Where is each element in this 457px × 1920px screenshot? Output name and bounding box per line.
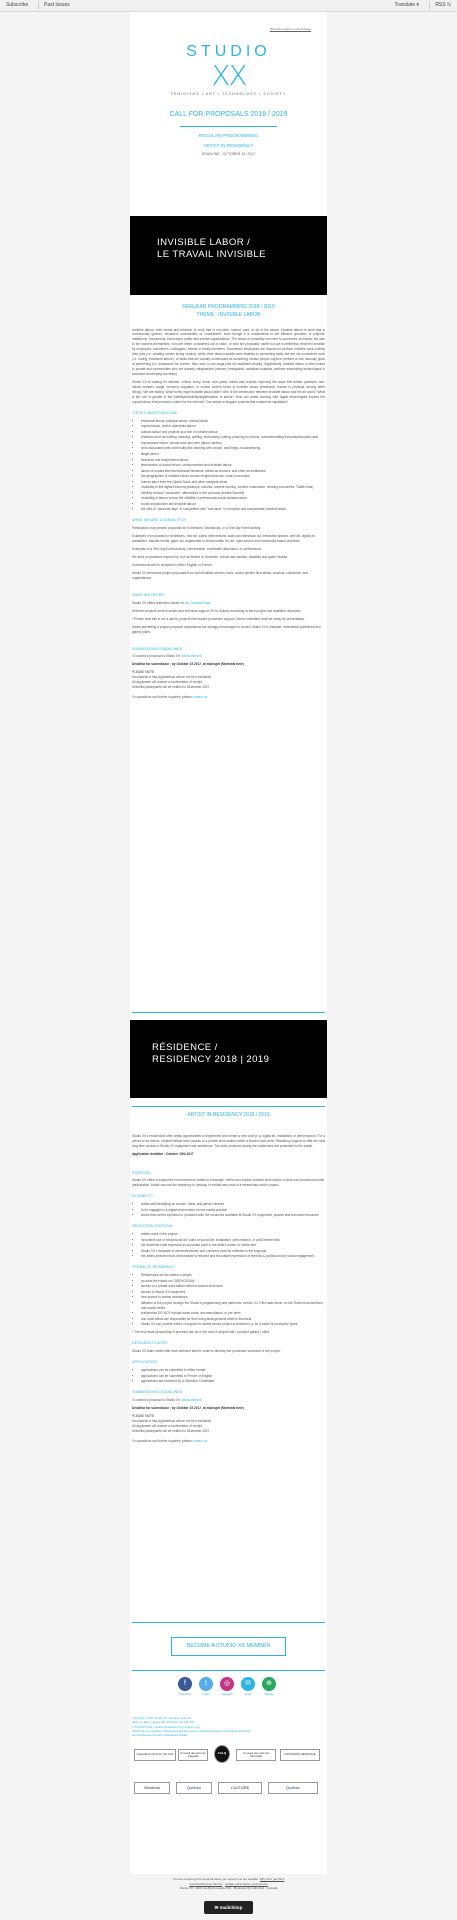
terms-heading: TERMS OF RESIDENCY: [132, 1265, 175, 1270]
note-3: Selected participants will be notified in December 2017: [132, 1428, 210, 1433]
membership-line-2: and the Réseau des arts médiatiques (RAM): [132, 1733, 188, 1738]
list-item: • social reproduction and invisible labour: [141, 502, 325, 507]
offer-note: * Please note this is not a call for projects that require production support. Works submitted must be ready for presentation.: [132, 616, 306, 621]
quebec-logo-2: Québec: [268, 1782, 318, 1794]
banner-line-2: LE TRAVAIL INVISIBLE: [157, 248, 266, 260]
please-note: PLEASE NOTE: [132, 1413, 155, 1418]
list-item: • an artist fee based on CARFAC/RAAV: [141, 1279, 325, 1284]
list-item: • infinitely serious "expansive" alternatives in the art world (female Bunnell): [141, 491, 325, 496]
submit-link[interactable]: follow this link: [181, 1398, 202, 1403]
note-2: All applicants will receive a confirmation of receipt: [132, 1423, 203, 1428]
terms-note: * The end result (depending of process) can be in the form of project talk / a project gallery / office: [132, 1330, 270, 1335]
contact-line: [132, 1439, 325, 1444]
list-item: • labour of unpaid intern/scholars/art fieldwork, artists as workers, and other art institutions: [141, 469, 325, 474]
regular-looking-paragraph: Studio XX is looking for intimate, critical, funny, ironic, and poetic media arts projects exploring the ways that artistic practices, self-valued workers usage, women's migration, or certain current forms of invisible labour (emotional, mental or physical, among other things). We are asking: What forms might invisible labour take? Who is the intersection between invisible labour and the art world? What is the role of gender in the visibility/invisibility/legitimization of labour? How can artists working with digital technologies explore the unpaid labour that provides content for the internet? Can artists re-imagine projects that undermine capitalism?: [132, 380, 325, 404]
list-item: • the idea of "personal days" in competition with "real labor" in computer and compensate invisible labour: [141, 507, 325, 512]
residency-dates-heading: RESIDENCY DATES: [132, 1341, 168, 1346]
list-item: • practices such as knitting, weaving, quilting, embroidery, cutting, planning for events, commemorating everyday/domestic acts: [141, 435, 325, 440]
montreal-logo: Montréal: [134, 1782, 170, 1794]
address-block: [130, 1716, 327, 1738]
looking-heading: WHAT WE ARE LOOKING FOR: [132, 518, 187, 523]
contact-text: For questions and further inquiries, please: [132, 695, 192, 700]
list-item: • emotional labour, physical labour, mental labour: [141, 419, 325, 424]
social-label[interactable]: Email: [244, 1693, 252, 1696]
list-item: • human-labor from the Global South and other marginal areas: [141, 480, 325, 485]
residency-intro: Studio XX's residencies offer artists opportunities to experiment and create a new work (e.g. digital art, installation or performance). For a period of six weeks, resident artists have access to a private work station within a shared work area. Residency support is offer the next long time access to Studio XX equipment and workshops. The work produced during the residencies are presented to the public.: [132, 1133, 325, 1148]
contract-page-link[interactable]: our Contract Page: [184, 600, 211, 605]
culture-logo: CULTURE: [218, 1782, 262, 1794]
list-item: • invisibility in the digital economy (fanboys, cultures, content farming, content moderation, vending economies, Twitter bots): [141, 485, 325, 490]
social-label[interactable]: Twitter: [202, 1693, 210, 1696]
view-in-browser-link[interactable]: View this email in your browser: [269, 27, 311, 31]
facebook-icon[interactable]: f: [178, 1677, 192, 1691]
divider: [132, 1012, 325, 1013]
list-item: • Studio XX's mandate of women/feminism and concerns must be reflected in the proposal: [141, 1249, 325, 1254]
social-label[interactable]: Website: [264, 1693, 274, 1696]
regular-programming-section: [130, 304, 327, 700]
website-icon[interactable]: ⊕: [262, 1677, 276, 1691]
list-item: • innovative use of media tools art, video or sound art, installation, performance, or post-internet arts: [141, 1238, 325, 1243]
list-item: • the geographies of invisible labour across neighbourhoods, urban economies: [141, 474, 325, 479]
submission-deadline: Deadline for submission : by October 15 2017, at midnight (Montreal time): [132, 662, 244, 667]
terms-list: [132, 1273, 325, 1327]
translate-dropdown[interactable]: Translate ▾: [394, 2, 419, 8]
email-icon[interactable]: ✉: [241, 1677, 255, 1691]
list-item: • reproductive labour, sexual work and care (labour tactics): [141, 441, 325, 446]
address-line: 4001 rue Berri, espace 201 Montréal, QC H2L 4H2: [132, 1720, 195, 1725]
list-item: • access to a private work station within a shared work area: [141, 1284, 325, 1289]
note-2: All applicants will receive a confirmation of receipt: [132, 680, 203, 685]
eligibility-list: [132, 1202, 325, 1218]
regular-title: REGULAR PROGRAMMING 2018 / 2019: [182, 304, 275, 310]
submit-line: [132, 1398, 325, 1403]
offer-fees: [132, 601, 325, 606]
list-item: • feminization of social reform, undocumented and invisible labour: [141, 463, 325, 468]
submission-deadline: Deadline for submission : by October 15 2017, at midnight (Montreal time): [132, 1405, 244, 1410]
copyright: Copyright © 2017 Studio XX, All rights reserved.: [132, 1716, 192, 1720]
mailchimp-badge[interactable]: ✉ mailchimp: [204, 1901, 253, 1914]
instagram-icon[interactable]: ◎: [220, 1677, 234, 1691]
contact-info: T. 514 845 7934 | studioxx@studioxx.org | studioxx.org: [132, 1724, 200, 1729]
canadian-heritage-logo: CANADIAN HERITAGE: [280, 1749, 320, 1761]
footer-links: unsubscribe from this list · update subscription preferences: [189, 1881, 268, 1886]
submissions-heading: SUBMISSIONS GUIDELINES: [132, 646, 183, 651]
banner-line-1: RÉSIDENCE /: [152, 1042, 218, 1053]
note-3: Selected participants will be notified in December 2017: [132, 685, 210, 690]
mailchimp-icon: ✉: [214, 1905, 220, 1910]
email-header: [130, 24, 327, 184]
topics-heading: TOPICS MIGHT INCLUDE:: [132, 410, 179, 415]
residency-title: ARTIST IN RESIDENCY 2018 / 2019: [187, 1112, 270, 1118]
cfp-title: CALL FOR PROPOSALS 2018 / 2019: [169, 111, 288, 118]
divider: [132, 1106, 325, 1107]
footer-address: Studio XX · 4001 rue Berri espace 201 · Montreal, QC H2L 4H2 · Canada: [179, 1886, 278, 1891]
list-item: • Residencies are six weeks in length: [141, 1273, 325, 1278]
residency-section: [130, 1112, 327, 1444]
application-heading: APPLICATION: [132, 1360, 157, 1365]
banner-line-1: INVISIBLE LABOR /: [157, 237, 251, 248]
list-item: • free access to certain workshops: [141, 1295, 325, 1300]
list-item: • works that can be exploited or produced with the resources available at Studio XX equipment, spaces and technical resources: [141, 1213, 325, 1218]
list-item: • residencies DO NOT include travel costs, accommodation, or per diem: [141, 1311, 325, 1316]
nav-regular-link[interactable]: REGULAR PROGRAMMING: [198, 133, 259, 138]
topics-list: [132, 419, 325, 513]
please-note: PLEASE NOTE: [132, 670, 155, 675]
list-item: • artistic merit of the project: [141, 1232, 325, 1237]
list-item: • invisibility of labour versus the visibility of professional social infrastructures: [141, 496, 325, 501]
note-1: Incomplete or late applications will be not be considered: [132, 1418, 212, 1423]
subscribe-link[interactable]: Subscribe: [6, 2, 29, 8]
footer: [0, 1874, 457, 1920]
contact-link[interactable]: contact us: [192, 1438, 207, 1443]
twitter-icon[interactable]: t: [199, 1677, 213, 1691]
invisible-labor-banner: [130, 216, 327, 295]
banner-line-2: RESIDENCY 2018 | 2019: [152, 1053, 270, 1065]
divider: [132, 1670, 325, 1671]
rss-link[interactable]: RSS ℕ: [429, 2, 451, 10]
looking-paragraph: Participants may present proposals for Exhibitions, Workshops, or a One-day Event activity.: [132, 526, 262, 531]
list-item: • the residents must represent an important point in the artist's career or media arts: [141, 1243, 325, 1248]
list-item: • artists self-identifying as women, trans, and gender diverse: [141, 1202, 325, 1207]
selection-list: [132, 1232, 325, 1259]
logo-xx: XX: [211, 59, 246, 92]
list-item: • work associated with commodity like cleaning with people, and things, housekeeping: [141, 446, 325, 451]
residency-dates-text: Studio XX team meets with each selected artist in order to develop the production schedule of the project.: [132, 1349, 281, 1354]
regular-intro-paragraph: Invisible labour, both formal and informal, is work that is not seen, valued, paid, or all of the above. Invisible labour is work that is continuously ignored, devalued, unrewarded, or "naturalized" even though it is fundamental to the efficient operation of projects, institutions, households, economies, public and private organizations. The notion of invisibility can refer to processes and tasks, but also to the workers themselves, who are either considered out of value, or who are physically visible but are nonetheless rendered invisible by employers, consumers, colleagues, friends or family members. Sometimes employees are required to perform invisible work unlikely their jobs (i.e. creating certain loving routine), while other times invisible work enables to performing tasks but are not considered work (i.e. caring, emotional labour), or tasks that are socially constructed as something certain people ought to perform or are naturally good at performing (i.e. housework for women, farm work or low-wage jobs for racialized people). Significantly, invisible labour is often linked to private and communities who are already marginalized (women, immigrants, racialized subjects, workers assembling technologies in economic developing countries).: [132, 327, 325, 377]
contact-link[interactable]: contact us: [192, 695, 207, 700]
offer-mandate: Artists submitting a project proposal: applications are strongly encouraged to consult Studio XX's mandate, submission guidelines and gallery plans.: [132, 624, 321, 634]
top-bar: [0, 0, 457, 12]
header-deadline: DEADLINE : OCTOBER 15, 2017: [201, 152, 256, 156]
looking-paragraph: We seek propositions inspired by, but not limited to, feminism, critical race studies, disability and queer studies.: [132, 555, 289, 560]
submit-link[interactable]: follow this link: [181, 654, 202, 659]
divider: [180, 126, 277, 127]
social-label[interactable]: Facebook: [179, 1693, 191, 1696]
nav-residency-link[interactable]: ARTIST IN RESIDENCY: [203, 143, 254, 148]
list-item: • applications are reviewed by a Selection Committee: [141, 1379, 325, 1384]
list-item: • Studio XX can provide letters of support for artists whose project is selected e.g. for a travel or production grant: [141, 1322, 325, 1327]
purpose-heading: PURPOSE: [132, 1170, 151, 1175]
social-label[interactable]: Instagram: [221, 1693, 233, 1696]
selection-heading: SELECTION CRITERIA: [132, 1224, 173, 1229]
looking-paragraph: Examples of a One-day Event/Activity: conversation, roundtable discussion, or performance.: [132, 547, 263, 552]
looking-paragraph: Examples of proposals for exhibitions, new art, public interventions, audio and television art, interactive spaces, web art, digital art, installation, transfer media, game art, augmented or virtual reality, bio art, open source and community-based practices.: [132, 534, 316, 544]
list-item: • illegal labour: [141, 452, 325, 457]
become-member-button[interactable]: BECOME A STUDIO XX MEMBER: [171, 1637, 286, 1656]
divider: [132, 1622, 325, 1623]
list-item: • applications can be submitted in either format: [141, 1368, 325, 1373]
list-item: • to be engaged in a digital environment of new media practice: [141, 1208, 325, 1213]
contact-line: [132, 695, 325, 700]
submit-text: To submit a proposal to Studio XX:: [132, 1398, 181, 1403]
looking-paragraph: Studio XX welcomes project proposals from self-identified women, trans, and/or gender fluid artists, curators, collectives, and organizations.: [132, 570, 308, 580]
offer-fees-text: Studio XX offers artist fees based on: [132, 600, 184, 605]
list-item: • diffusion of the project through the Studio's programming and platforms: events, XX Files radio show, on the Flicker/Lisa archives, and social media: [141, 1301, 325, 1311]
canada-council-logo: Canada Council for the Arts: [134, 1749, 176, 1761]
why-link[interactable]: Why did I get this?: [259, 1877, 285, 1881]
list-item: • non-local artists are responsible for their living arrangements while in Montreal: [141, 1317, 325, 1322]
quebec-logo: Québec: [176, 1782, 212, 1794]
looking-list: [132, 526, 325, 581]
application-deadline: Application deadline : October 15th 2017: [132, 1151, 194, 1156]
calq-logo: CALQ: [214, 1745, 230, 1763]
eligibility-heading: ELIGIBILITY: [132, 1194, 154, 1199]
submissions-heading: SUBMISSIONS GUIDELINES: [132, 1390, 183, 1395]
past-issues-link[interactable]: Past Issues: [38, 2, 70, 10]
note-1: Incomplete or late applications will be not be considered: [132, 675, 212, 680]
submit-text: To submit a proposal to Studio XX:: [132, 654, 181, 659]
list-item: • the artists selected must demonstrate a relevant and innovative expression of feminist & political and/or social engagement: [141, 1254, 325, 1259]
list-item: • freelance and independent labour: [141, 458, 325, 463]
list-item: • access to Studio XX equipment: [141, 1290, 325, 1295]
update-preferences-link[interactable]: update subscription preferences: [224, 1881, 268, 1886]
residency-banner: [130, 1020, 327, 1098]
submit-line: [132, 654, 325, 659]
conseil-arts-montreal-logo: Conseil des arts de Montréal: [236, 1749, 276, 1761]
offer-heading: WHAT WE OFFER: [132, 592, 164, 597]
conseil-arts-canada-logo: Conseil des arts du Canada: [178, 1749, 208, 1761]
contact-text: For questions and further inquiries, please: [132, 1438, 192, 1443]
offer-support: Selected projects receive artistic and technical support (% for dollars) according to each project and available resources.: [132, 608, 302, 613]
unsubscribe-link[interactable]: unsubscribe from this list: [189, 1881, 223, 1886]
purpose-text: Studio XX offers a supportive environment for artists to exchange, define and explore creative work based on their own process and with participation. Artists can use the residency to develop or exhibit new work in a researched and/or project.: [132, 1178, 325, 1188]
regular-theme: THEME : INVISIBLE LABOR: [196, 311, 261, 318]
list-item: • unpaid labour, and/or underpaid labour: [141, 424, 325, 429]
list-item: • cultural labour and projects as a site of invisible labour: [141, 430, 325, 435]
footer-reason: You are receiving this email because you opted in at our website. Why did I get this?: [172, 1877, 285, 1881]
logo-tagline: FEMINISMS • ART • TECHNOLOGY • SOCIETY: [170, 92, 287, 96]
list-item: • applications can be submitted in French or English: [141, 1374, 325, 1379]
looking-paragraph: Submissions will be accepted in either English or French.: [132, 563, 213, 568]
application-list: [132, 1368, 325, 1384]
membership-line: Studio XX is a member of Regroupement des centres d'artistes autogérés du Québec (RCAAQ),: [132, 1728, 252, 1733]
logo-studio: STUDIO: [186, 43, 271, 60]
